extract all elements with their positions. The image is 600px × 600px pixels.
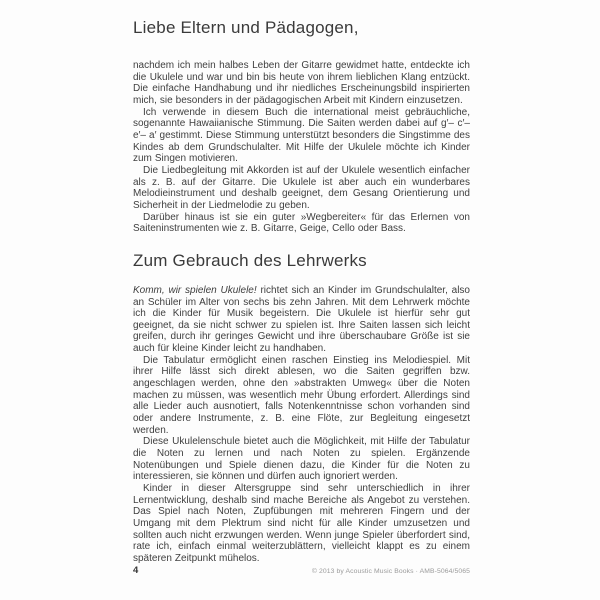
section-title-usage: Zum Gebrauch des Lehrwerks bbox=[133, 250, 367, 270]
paragraph: Darüber hinaus ist sie ein guter »Wegbereiter« für das Erlernen von Saiteninstrumenten wie z. B. Gitarre, Geige, Cello oder Bass. bbox=[133, 211, 470, 235]
paragraph: nachdem ich mein halbes Leben der Gitarre gewidmet hatte, entdeckte ich die Ukulele und war und bin bis heute von ihrem lieblichen Klang entzückt. Die einfache Handhabung und ihr niedliches Erscheinungsbild inspirierten mich, sie besonders in der pädagogischen Arbeit mit Kindern einzusetzen. bbox=[133, 60, 470, 106]
paragraph: Ich verwende in diesem Buch die international meist gebräuchliche, sogenannte Hawaiianische Stimmung. Die Saiten werden dabei auf g′– c′– e′– a′ gestimmt. Diese Stimmung unterstützt besonders die Singstimme des Kindes ab dem Grundschulalter. Mit Hilfe der Ukulele möchte ich Kinder zum Singen motivieren. bbox=[133, 106, 470, 165]
page-number: 4 bbox=[133, 565, 139, 576]
paragraph: Die Tabulatur ermöglicht einen raschen Einstieg ins Melodiespiel. Mit ihrer Hilfe lässt sich direkt ablesen, wo die Saiten gegriffen bzw. angeschlagen werden, ohne den »abstrakten Umweg« über die Noten machen zu müssen, was wesentlich mehr Übung erfordert. Allerdings sind alle Lieder auch ausnotiert, falls Notenkenntnisse schon vorhanden sind oder andere Instrumente, z. B. eine Flöte, zur Begleitung eingesetzt werden. bbox=[133, 354, 470, 436]
section-title-parents-educators: Liebe Eltern und Pädagogen, bbox=[133, 18, 359, 37]
paragraph: Diese Ukulelenschule bietet auch die Möglichkeit, mit Hilfe der Tabulatur die Noten zu lernen und nach Noten zu spielen. Ergänzende Notenübungen und Spiele dienen dazu, die Kinder für die Noten zu interessieren, sie können und dürfen auch ignoriert werden. bbox=[133, 436, 470, 483]
copyright-text: © 2013 by Acoustic Music Books · AMB-5064/5065 bbox=[311, 568, 470, 575]
paragraph bbox=[133, 285, 470, 355]
page-footer bbox=[133, 565, 470, 576]
paragraph-text: richtet sich an Kinder im Grundschulalter, also an Schüler im Alter von sechs bis zehn Jahren. Mit dem Lehrwerk möchte ich die Kinder für Musik begeistern. Die Ukulele ist hierfür sehr gut geeignet, da sie nicht schwer zu spielen ist. Ihre Saiten lassen sich leicht greifen, durch ihr geringes Gewicht und ihre überschaubare Größe ist sie auch für kleine Kinder leicht zu handhaben. bbox=[133, 284, 470, 355]
book-title-italic: Komm, wir spielen Ukulele! bbox=[133, 284, 257, 296]
paragraph: Die Liedbegleitung mit Akkorden ist auf der Ukulele wesentlich einfacher als z. B. auf der Gitarre. Die Ukulele ist aber auch ein wunderbares Melodieinstrument und deshalb geeignet, dem Gesang Orientierung und Sicherheit in der Liedmelodie zu geben. bbox=[133, 164, 470, 211]
text-column bbox=[133, 0, 470, 565]
paragraph: Kinder in dieser Altersgruppe sind sehr unterschiedlich in ihrer Lernentwicklung, deshalb sind mache Bereiche als Angebot zu verstehen. Das Spiel nach Noten, Zupfübungen mit mehreren Fingern und der Umgang mit dem Plektrum sind nicht für alle Kinder umzusetzen und sollten auch nicht erzwungen werden. Wenn junge Spieler überfordert sind, rate ich, einfach einmal weiterzublättern, vielleicht klappt es zu einem späteren Zeitpunkt mühelos. bbox=[133, 483, 470, 564]
